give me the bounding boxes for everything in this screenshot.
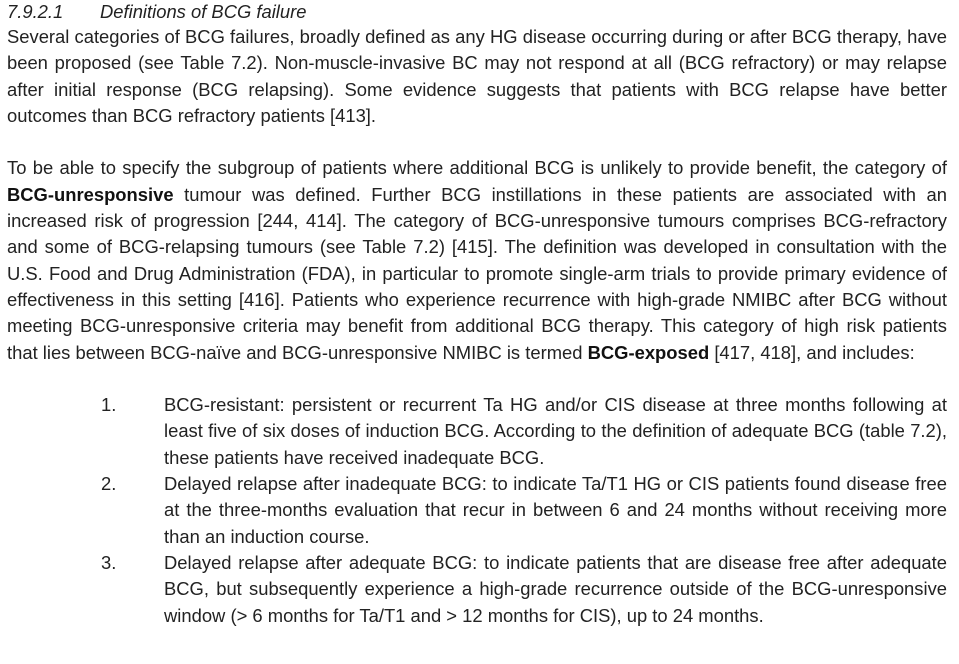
paragraph-bcg-unresponsive <box>7 155 947 365</box>
list-item-number: 2. <box>101 473 117 495</box>
term-bcg-unresponsive: BCG-unresponsive <box>7 183 174 205</box>
paragraph2-text-1: To be able to specify the subgroup of patients where additional BCG is unlikely to provide benefit, the category of <box>7 157 947 179</box>
bcg-exposed-categories-list <box>7 392 947 629</box>
list-item-text: Delayed relapse after adequate BCG: to indicate patients that are disease free after adequate BCG, but subsequently experience a high-grade recurrence outside of the BCG-unresponsive window (> 6 months for Ta/T1 and > 12 months for CIS), up to 24 months. <box>164 551 947 626</box>
list-item <box>7 550 947 629</box>
paragraph-bcg-failure-categories: Several categories of BCG failures, broadly defined as any HG disease occurring during or after BCG therapy, have been proposed (see Table 7.2). Non-muscle-invasive BC may not respond at all (BCG refractory) or may relapse after initial response (BCG relapsing). Some evidence suggests that patients with BCG relapse have better outcomes than BCG refractory patients [413]. <box>7 26 947 126</box>
paragraph2-text-3: [417, 418], and includes: <box>709 341 915 363</box>
section-title: Definitions of BCG failure <box>100 1 307 22</box>
list-item-number: 3. <box>101 551 117 573</box>
list-item <box>7 471 947 550</box>
section-heading <box>7 0 947 24</box>
paragraph2-text-2: tumour was defined. Further BCG instillations in these patients are associated with an increased risk of progression [244, 414]. The category of BCG-unresponsive tumours comprises BCG-refractory and some of BCG-relapsing tumours (see Table 7.2) [415]. The definition was developed in consultation with the U.S. Food and Drug Administration (FDA), in particular to promote single-arm trials to provide primary evidence of effectiveness in this setting [416]. Patients who experience recurrence with high-grade NMIBC after BCG without meeting BCG-unresponsive criteria may benefit from additional BCG therapy. This category of high risk patients that lies between BCG-naïve and BCG-unresponsive NMIBC is termed <box>7 183 947 363</box>
list-item-text: BCG-resistant: persistent or recurrent Ta HG and/or CIS disease at three months following at least five of six doses of induction BCG. According to the definition of adequate BCG (table 7.2), these patients have received inadequate BCG. <box>164 394 947 468</box>
list-item <box>7 392 947 471</box>
list-item-text: Delayed relapse after inadequate BCG: to indicate Ta/T1 HG or CIS patients found disease free at the three-months evaluation that recur in between 6 and 24 months without receiving more than an induction course. <box>164 473 947 547</box>
term-bcg-exposed: BCG-exposed <box>587 341 710 363</box>
list-item-number: 1. <box>101 394 117 416</box>
section-number: 7.9.2.1 <box>7 1 64 22</box>
